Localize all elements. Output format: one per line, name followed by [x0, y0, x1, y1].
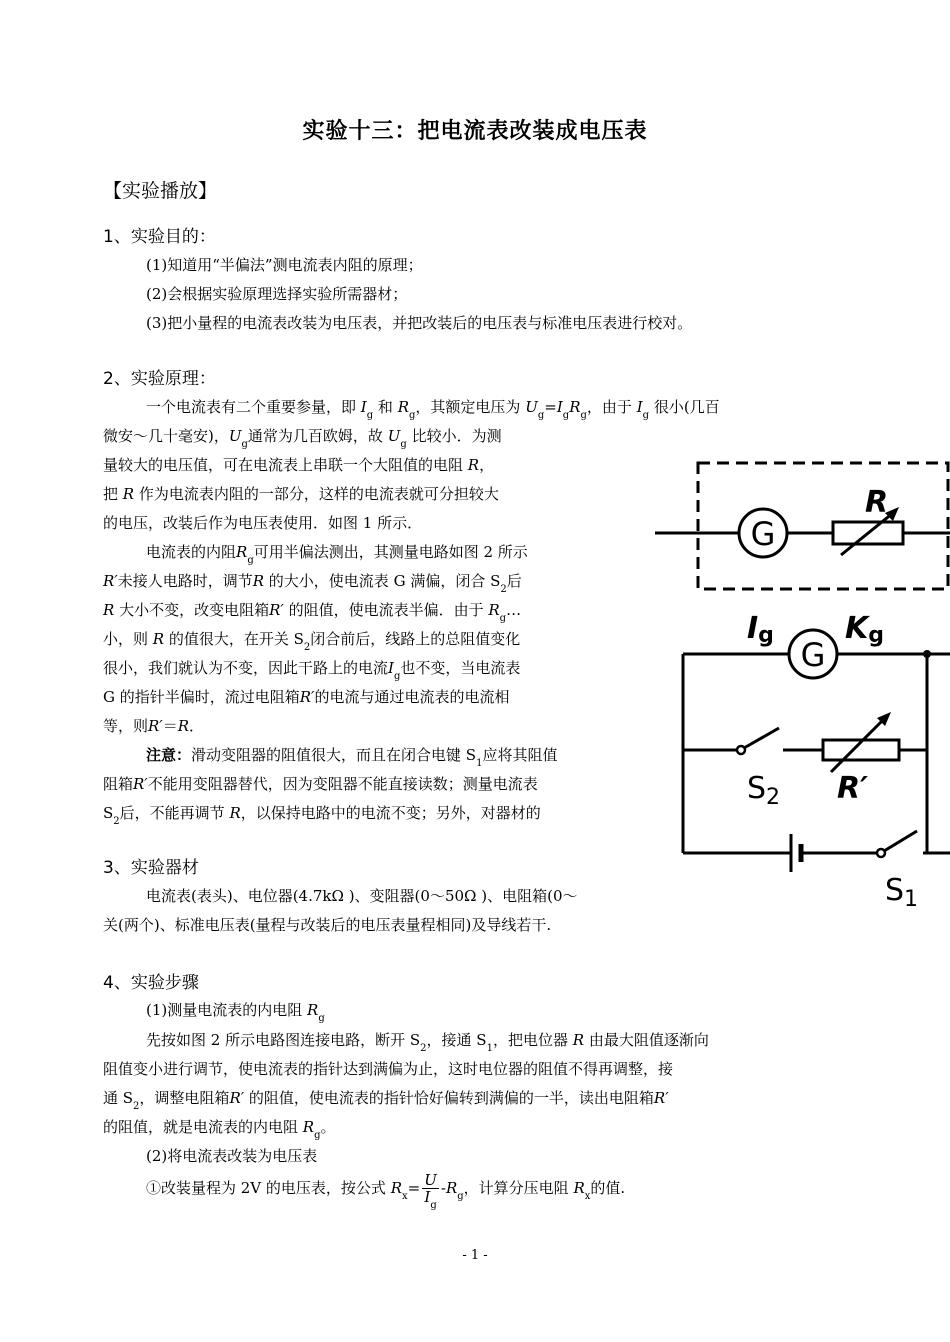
switch-s1	[884, 831, 917, 851]
galvanometer-label: G	[750, 515, 776, 553]
s2-line-12: 等，则R′＝R．	[103, 717, 205, 735]
figure-1-circuit	[655, 455, 950, 595]
s2-label: $S_2$	[747, 771, 781, 810]
s1-label: $S_1$	[885, 873, 919, 910]
formula-fraction: $\frac{U}{I_g}$	[424, 1171, 437, 1211]
s2-line-7: R′未接人电路时，调节R 的大小，使电流表 G 满偏，闭合 $S_2$后	[103, 572, 522, 595]
s3-line-1: 电流表(表头)、电位器(4.7kΩ )、变阻器(0～50Ω )、电阻箱(0～	[146, 887, 578, 905]
s2-line-5: 的电压，改装后作为电压表使用．如图 1 所示．	[103, 514, 423, 532]
s1-item-1: (1)知道用“半偏法”测电流表内阻的原理；	[146, 256, 423, 274]
switch-s2	[744, 728, 779, 748]
ig-label: Ig	[747, 611, 774, 648]
s2-line-11: G 的指针半偏时，流过电阻箱R′的电流与通过电流表的电流相	[103, 688, 510, 706]
s1-item-3: (3)把小量程的电流表改装为电压表，并把改装后的电压表与标准电压表进行校对。	[146, 314, 693, 332]
s4-formula-line: ①改装量程为 2V 的电压表，按公式 $R_x=$ $\frac{U}{I_g}$ $-R_g$，计算分压电阻 $R_x$的值.	[146, 1171, 626, 1211]
page-number: - 1 -	[462, 1248, 488, 1263]
s2-line-8: R 大小不变，改变电阻箱R′ 的阻值，使电流表半偏．由于 $R_g\dots$	[103, 601, 522, 624]
s2-note-3: $S_2$后，不能再调节 R，以保持电路中的电流不变；另外，对器材的	[103, 804, 541, 827]
s4-line-1: 先按如图 2 所示电路图连接电路，断开 $S_2$，接通 $S_1$，把电位器 R 由最大阻值逐渐向	[146, 1031, 709, 1054]
s4-line-3: 通 $S_2$，调整电阻箱R′ 的阻值，使电流表的指针恰好偏转到满偏的一半，读出电阻箱R′	[103, 1089, 669, 1112]
s3-heading: 3、实验器材	[103, 858, 199, 878]
s4-heading: 4、实验步骤	[103, 973, 199, 993]
page-title: 实验十三：把电流表改装成电压表	[302, 119, 648, 144]
rg-label: Kg	[845, 611, 884, 648]
s4-line-2: 阻值变小进行调节，使电流表的指针达到满偏为止，这时电位器的阻值不得再调整，接	[103, 1060, 674, 1078]
s2-note-2: 阻箱R′不能用变阻器替代，因为变阻器不能直接读数；测量电流表	[103, 775, 538, 793]
section-header: 【实验播放】	[103, 180, 218, 202]
s2-line-10: 很小，我们就认为不变，因此干路上的电流$I_g$也不变，当电流表	[103, 659, 521, 682]
s2-line-6: 电流表的内阻$R_g$可用半偏法测出，其测量电路如图 2 所示	[146, 543, 528, 566]
figure-2-circuit	[655, 600, 950, 910]
s2-line-4: 把 R 作为电流表内阻的一部分，这样的电流表就可分担较大	[103, 485, 499, 503]
rbox-label: R′	[837, 771, 869, 806]
s4-sub-2: (2)将电流表改装为电压表	[146, 1147, 318, 1165]
resistor-label: R	[865, 485, 889, 520]
s2-line-2: 微安～几十毫安)，$U_g$通常为几百欧姆，故 $U_g$ 比较小．为测	[103, 427, 502, 450]
s2-heading: 2、实验原理：	[103, 369, 216, 389]
s4-line-4: 的阻值，就是电流表的内电阻 $R_g$。	[103, 1118, 336, 1141]
s1-item-2: (2)会根据实验原理选择实验所需器材；	[146, 285, 408, 303]
dashed-enclosure	[698, 463, 948, 589]
s3-line-2: 关(两个)、标准电压表(量程与改装后的电压表量程相同)及导线若干.	[103, 916, 552, 934]
s2-line-3: 量较大的电压值，可在电流表上串联一个大阻值的电阻 R，	[103, 456, 495, 474]
s1-heading: 1、实验目的：	[103, 227, 216, 247]
s2-line-1: 一个电流表有二个重要参量，即 $I_g$ 和 $R_g$，其额定电压为 $U_g=I_gR_g$，由于 $I_g$ 很小(几百	[146, 398, 720, 421]
s2-note-1: 注意：滑动变阻器的阻值很大，而且在闭合电键 $S_1$应将其阻值	[146, 746, 558, 769]
s2-line-9: 小，则 R 的值很大，在开关 $S_2$闭合前后，线路上的总阻值变化	[103, 630, 521, 653]
galvanometer-label-2: G	[800, 636, 826, 674]
s4-sub-1: (1)测量电流表的内电阻 $R_g$	[146, 1001, 325, 1024]
